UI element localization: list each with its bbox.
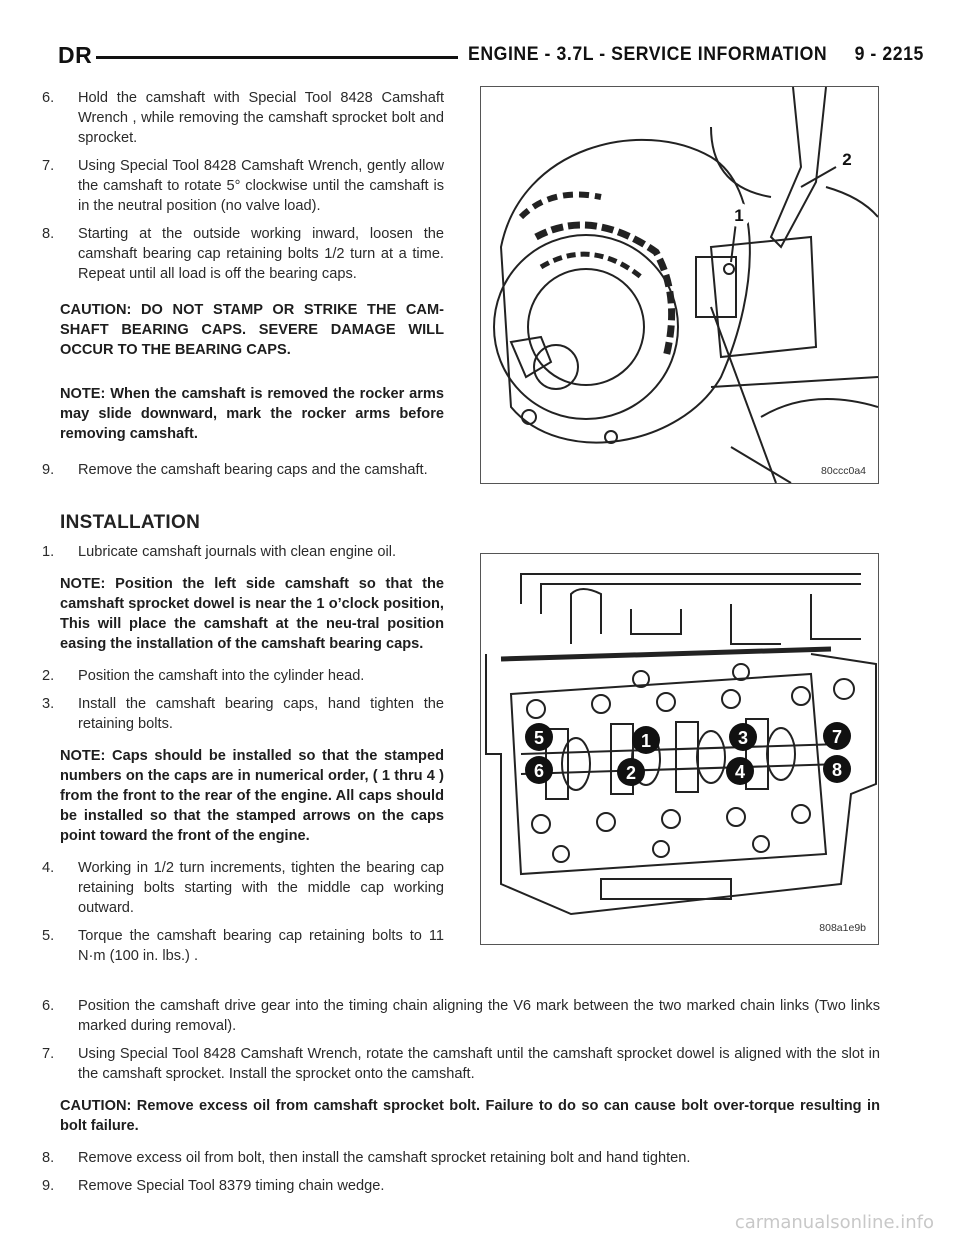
cap-callout-6: 6 xyxy=(533,761,545,781)
caution-1: CAUTION: DO NOT STAMP OR STRIKE THE CAM-SHAFT BEARING CAPS. SEVERE DAMAGE WILL OCCUR TO THE BEARING CAPS. xyxy=(60,302,444,358)
cap-callout-1: 1 xyxy=(640,731,652,751)
removal-step-9: 9. Remove the camshaft bearing caps and the camshaft. xyxy=(42,462,428,478)
cap-callout-5: 5 xyxy=(533,728,545,748)
camshaft-wrench-illustration xyxy=(481,87,878,483)
note-2: NOTE: Position the left side camshaft so that the camshaft sprocket dowel is near the 1 o’clock position, This will place the camshaft at the neu-tral position easing the installation of the camshaft bearing caps. xyxy=(60,576,444,652)
installation-heading: INSTALLATION xyxy=(60,512,201,533)
caution-2: CAUTION: Remove excess oil from camshaft sprocket bolt. Failure to do so can cause bolt over-torque resulting in bolt failure. xyxy=(60,1098,880,1134)
cap-callout-7: 7 xyxy=(831,727,843,747)
cap-callout-4: 4 xyxy=(734,762,746,782)
removal-column xyxy=(42,88,444,488)
figure-bearing-cap-order xyxy=(480,553,879,945)
installation-full-width xyxy=(42,996,880,1204)
cap-callout-2: 2 xyxy=(625,763,637,783)
removal-step-8: 8. Starting at the outside working inward, loosen the camshaft bearing cap retaining bolts 1/2 turn at a time. Repeat until all load is off the bearing caps. xyxy=(42,226,444,282)
header-rule xyxy=(96,56,458,59)
removal-step-7: 7. Using Special Tool 8428 Camshaft Wrench, gently allow the camshaft to rotate 5° clockwise until the camshaft is in the neutral position (no valve load). xyxy=(42,158,444,214)
cap-callout-8: 8 xyxy=(831,760,843,780)
callout-2: 2 xyxy=(842,150,852,169)
cap-callout-3: 3 xyxy=(737,728,749,748)
watermark: carmanualsonline.info xyxy=(734,1212,934,1233)
header-title: ENGINE - 3.7L - SERVICE INFORMATION 9 - 2215 xyxy=(468,44,924,65)
install-step-8: 8. Remove excess oil from bolt, then install the camshaft sprocket retaining bolt and hand tighten. xyxy=(42,1150,691,1166)
install-step-7: 7. Using Special Tool 8428 Camshaft Wrench, rotate the camshaft until the camshaft sprocket dowel is aligned with the slot in the camshaft sprocket. Install the sprocket onto the camshaft. xyxy=(42,1046,880,1082)
header-section-code: DR xyxy=(58,42,93,68)
install-step-5: 5. Torque the camshaft bearing cap retaining bolts to 11 N·m (100 in. lbs.) . xyxy=(42,928,444,964)
install-step-3: 3. Install the camshaft bearing caps, hand tighten the retaining bolts. xyxy=(42,696,444,732)
install-step-1: 1. Lubricate camshaft journals with clean engine oil. xyxy=(42,544,396,560)
figure-1-code: 80ccc0a4 xyxy=(821,465,866,477)
callout-1: 1 xyxy=(734,206,744,225)
removal-step-6: 6. Hold the camshaft with Special Tool 8428 Camshaft Wrench , while removing the camshaft sprocket bolt and sprocket. xyxy=(42,90,444,146)
install-step-6: 6. Position the camshaft drive gear into the timing chain aligning the V6 mark between the two marked chain links (Two links marked during removal). xyxy=(42,998,880,1034)
figure-camshaft-wrench xyxy=(480,86,879,484)
bearing-cap-illustration xyxy=(481,554,878,944)
installation-column xyxy=(42,542,444,974)
install-step-2: 2. Position the camshaft into the cylinder head. xyxy=(42,668,365,684)
note-1: NOTE: When the camshaft is removed the rocker arms may slide downward, mark the rocker arms before removing camshaft. xyxy=(60,386,444,442)
install-step-9: 9. Remove Special Tool 8379 timing chain wedge. xyxy=(42,1178,385,1194)
install-step-4: 4. Working in 1/2 turn increments, tighten the bearing cap retaining bolts starting with the middle cap working outward. xyxy=(42,860,444,916)
note-3: NOTE: Caps should be installed so that the stamped numbers on the caps are in numerical order, ( 1 thru 4 ) from the front to the rear of the engine. All caps should be installed so that the stamped arrows on the caps point toward the front of the engine. xyxy=(60,748,444,844)
figure-2-code: 808a1e9b xyxy=(819,922,866,934)
